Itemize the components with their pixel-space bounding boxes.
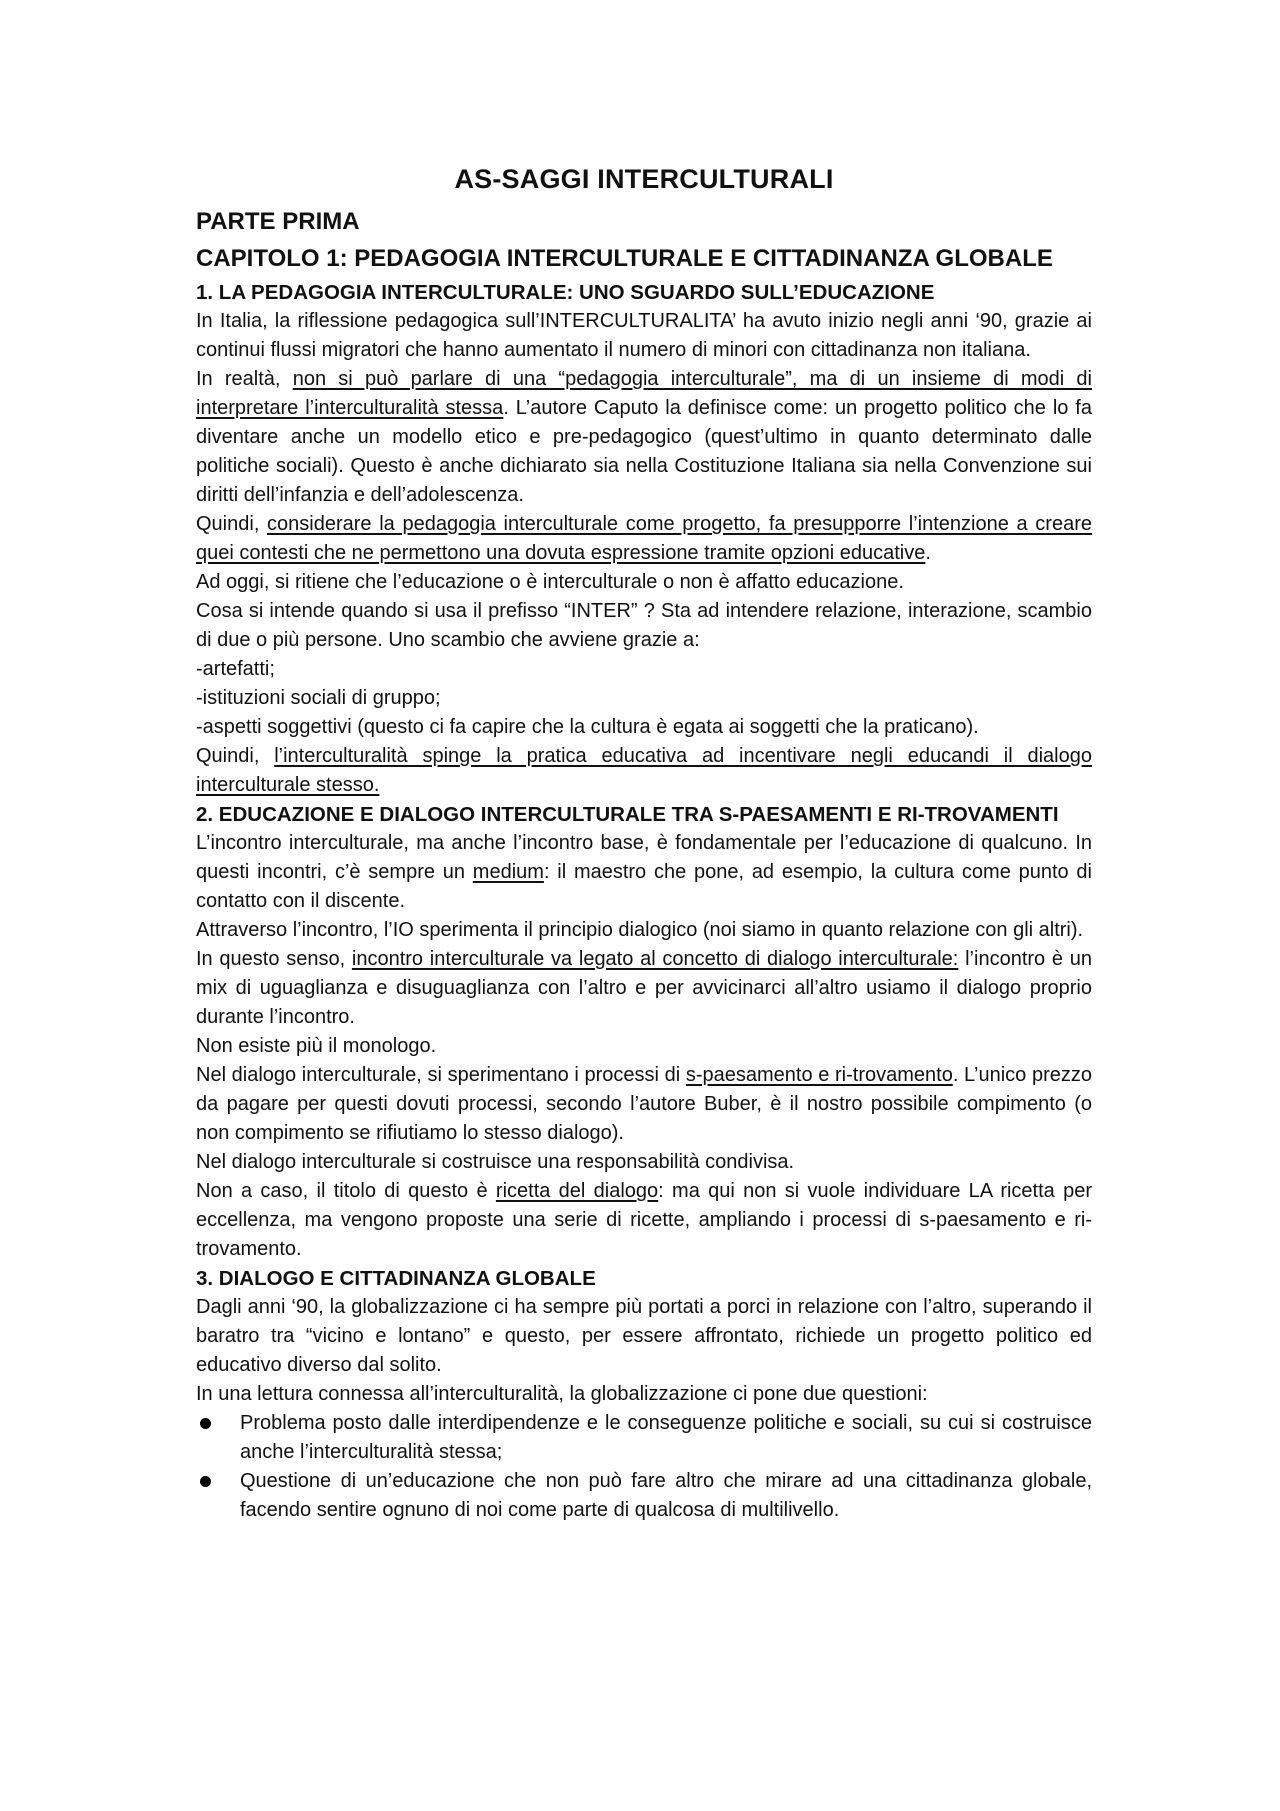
underlined-text: medium bbox=[472, 861, 544, 883]
underlined-text: s-paesamento e ri-trovamento bbox=[685, 1064, 953, 1086]
bullet-icon bbox=[200, 1418, 211, 1429]
text-run: : il maestro che pone, ad esempio, la cultura come punto di contatto con il discente. bbox=[196, 861, 1092, 912]
text-run: Quindi, bbox=[196, 745, 275, 767]
underlined-text: ricetta del dialogo bbox=[495, 1180, 659, 1202]
paragraph bbox=[196, 510, 1092, 568]
paragraph: Attraverso l’incontro, l’IO sperimenta il principio dialogico (noi siamo in quanto relazione con gli altri). bbox=[196, 919, 1084, 941]
list-line: -aspetti soggettivi (questo ci fa capire che la cultura è egata ai soggetti che la praticano). bbox=[196, 716, 979, 738]
paragraph: In Italia, la riflessione pedagogica sull’INTERCULTURALITA’ ha avuto inizio negli anni ‘90, grazie ai continui flussi migratori che hanno aumentato il numero di minori con cittadinanza non italiana. bbox=[196, 310, 1092, 361]
text-run: Quindi, bbox=[196, 513, 268, 535]
underlined-text: considerare la pedagogia interculturale come progetto, fa presupporre l’intenzione a creare quei contesti che ne permettono una dovuta espressione tramite opzioni educative bbox=[196, 513, 1092, 564]
text-run: l’incontro è un mix di uguaglianza e disuguaglianza con l’altro e per avvicinarci all’altro usiamo il dialogo proprio durante l’incontro. bbox=[196, 948, 1093, 1028]
list-item-text: Questione di un’educazione che non può fare altro che mirare ad una cittadinanza globale, facendo sentire ognuno di noi come parte di qualcosa di multilivello. bbox=[240, 1470, 1092, 1521]
text-run: Non a caso, il titolo di questo è bbox=[196, 1180, 496, 1202]
list-line: -artefatti; bbox=[196, 658, 275, 680]
underlined-text: non si può parlare di una “pedagogia interculturale”, ma di un insieme di modi di interpretare l’interculturalità stessa bbox=[196, 368, 1092, 419]
text-run: : ma qui non si vuole individuare LA ricetta per eccellenza, ma vengono proposte una serie di ricette, ampliando i processi di s-paesamento e ri-trovamento. bbox=[196, 1180, 1092, 1260]
paragraph bbox=[196, 742, 1092, 800]
section-1-heading: 1. LA PEDAGOGIA INTERCULTURALE: UNO SGUARDO SULL’EDUCAZIONE bbox=[196, 281, 935, 304]
text-run: . bbox=[925, 542, 931, 564]
paragraph bbox=[196, 945, 1092, 1032]
text-run: L’incontro interculturale, ma anche l’incontro base, è fondamentale per l’educazione di qualcuno. In questi incontri, c’è sempre un bbox=[196, 832, 1092, 883]
paragraph bbox=[196, 1061, 1092, 1148]
part-heading: PARTE PRIMA bbox=[196, 208, 360, 235]
text-run: . L’unico prezzo da pagare per questi dovuti processi, secondo l’autore Buber, è il nostro possibile compimento (o non compimento se rifiutiamo lo stesso dialogo). bbox=[196, 1064, 1092, 1144]
document-title: AS-SAGGI INTERCULTURALI bbox=[454, 164, 834, 194]
paragraph: Nel dialogo interculturale si costruisce una responsabilità condivisa. bbox=[196, 1151, 795, 1173]
chapter-heading: CAPITOLO 1: PEDAGOGIA INTERCULTURALE E CITTADINANZA GLOBALE bbox=[196, 245, 1053, 272]
paragraph: In una lettura connessa all’interculturalità, la globalizzazione ci pone due questioni: bbox=[196, 1383, 928, 1405]
document-body bbox=[196, 160, 1092, 1525]
text-run: Nel dialogo interculturale, si sperimentano i processi di bbox=[196, 1064, 686, 1086]
paragraph: Non esiste più il monologo. bbox=[196, 1035, 437, 1057]
section-3-heading: 3. DIALOGO E CITTADINANZA GLOBALE bbox=[196, 1267, 596, 1290]
text-run: In realtà, bbox=[196, 368, 293, 390]
paragraph bbox=[196, 365, 1092, 510]
underlined-text: l’interculturalità spinge la pratica educativa ad incentivare negli educandi il dialogo interculturale stesso. bbox=[196, 745, 1092, 796]
text-run: In questo senso, bbox=[196, 948, 352, 970]
text-run: . L’autore Caputo la definisce come: un progetto politico che lo fa diventare anche un modello etico e pre-pedagogico (quest’ultimo in quanto determinato dalle politiche sociali). Questo è anche dichiarato sia nella Costituzione Italiana sia nella Convenzione sui diritti dell’infanzia e dell’adolescenza. bbox=[196, 397, 1092, 506]
list-line: -istituzioni sociali di gruppo; bbox=[196, 687, 441, 709]
paragraph bbox=[196, 829, 1092, 916]
paragraph: Cosa si intende quando si usa il prefisso “INTER” ? Sta ad intendere relazione, interazione, scambio di due o più persone. Uno scambio che avviene grazie a: bbox=[196, 600, 1092, 651]
bullet-list bbox=[196, 1409, 1092, 1525]
bullet-icon bbox=[200, 1476, 211, 1487]
list-item bbox=[196, 1467, 1092, 1525]
list-item bbox=[196, 1409, 1092, 1467]
section-2-heading: 2. EDUCAZIONE E DIALOGO INTERCULTURALE TRA S-PAESAMENTI E RI-TROVAMENTI bbox=[196, 803, 1059, 826]
paragraph: Ad oggi, si ritiene che l’educazione o è interculturale o non è affatto educazione. bbox=[196, 571, 904, 593]
paragraph bbox=[196, 1177, 1092, 1264]
underlined-text: incontro interculturale va legato al concetto di dialogo interculturale: bbox=[351, 948, 959, 970]
list-item-text: Problema posto dalle interdipendenze e le conseguenze politiche e sociali, su cui si costruisce anche l’interculturalità stessa; bbox=[240, 1412, 1092, 1463]
paragraph: Dagli anni ‘90, la globalizzazione ci ha sempre più portati a porci in relazione con l’altro, superando il baratro tra “vicino e lontano” e questo, per essere affrontato, richiede un progetto politico ed educativo diverso dal solito. bbox=[196, 1296, 1092, 1376]
